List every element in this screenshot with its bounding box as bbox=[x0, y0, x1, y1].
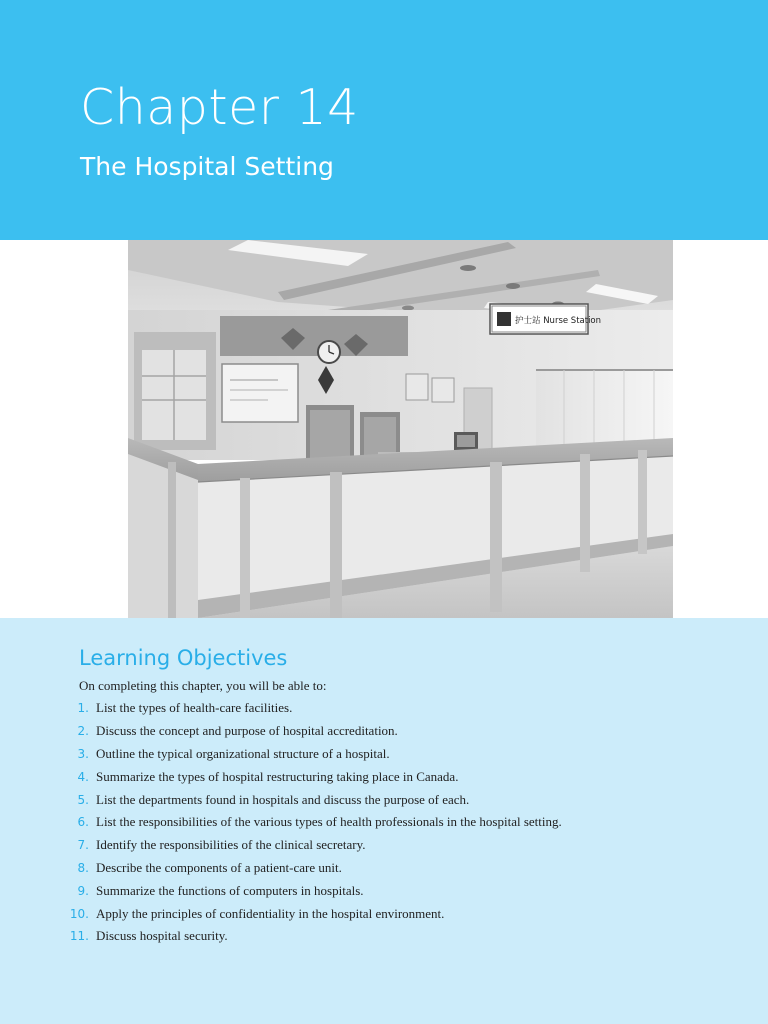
objective-number: 4. bbox=[77, 769, 89, 784]
objective-number: 9. bbox=[77, 883, 89, 898]
objective-number: 1. bbox=[77, 701, 89, 716]
objective-item bbox=[60, 879, 562, 902]
objective-text: Discuss the concept and purpose of hospital accreditation. bbox=[96, 723, 398, 739]
objective-item bbox=[60, 902, 562, 925]
objective-number: 7. bbox=[77, 838, 89, 853]
station-sign-text: 护士站 Nurse Station bbox=[515, 316, 602, 326]
objective-item bbox=[60, 765, 562, 788]
objective-number: 2. bbox=[77, 724, 89, 739]
objective-text: Identify the responsibilities of the clinical secretary. bbox=[96, 837, 366, 853]
objectives-list bbox=[60, 697, 562, 948]
objective-number: 6. bbox=[77, 815, 89, 830]
objective-item bbox=[60, 720, 562, 743]
objective-number: 8. bbox=[77, 860, 89, 875]
objective-item bbox=[60, 925, 562, 948]
objective-text: Apply the principles of confidentiality in the hospital environment. bbox=[96, 905, 445, 921]
objective-text: Outline the typical organizational structure of a hospital. bbox=[96, 745, 390, 761]
objectives-intro: On completing this chapter, you will be able to: bbox=[79, 678, 327, 693]
objective-item bbox=[60, 697, 562, 720]
objective-item bbox=[60, 743, 562, 766]
objective-number: 3. bbox=[77, 746, 89, 761]
objective-item bbox=[60, 811, 562, 834]
objective-item bbox=[60, 788, 562, 811]
objective-text: List the types of health-care facilities. bbox=[96, 700, 293, 716]
objective-text: Discuss hospital security. bbox=[96, 928, 228, 944]
chapter-header bbox=[0, 0, 768, 240]
chapter-subtitle: The Hospital Setting bbox=[80, 152, 334, 181]
objectives-heading: Learning Objectives bbox=[79, 646, 288, 670]
chapter-title: Chapter 14 bbox=[80, 79, 359, 136]
objective-number: 5. bbox=[77, 792, 89, 807]
nurse-station-photo bbox=[128, 240, 673, 618]
objective-item bbox=[60, 834, 562, 857]
objective-number: 10. bbox=[69, 906, 89, 921]
objective-text: Describe the components of a patient-care unit. bbox=[96, 859, 342, 875]
objective-item bbox=[60, 857, 562, 880]
objective-number: 11. bbox=[69, 929, 89, 944]
objective-text: List the departments found in hospitals and discuss the purpose of each. bbox=[96, 791, 470, 807]
objective-text: Summarize the functions of computers in hospitals. bbox=[96, 882, 364, 898]
objective-text: List the responsibilities of the various types of health professionals in the hospital setting. bbox=[96, 814, 562, 830]
objective-text: Summarize the types of hospital restructuring taking place in Canada. bbox=[96, 768, 459, 784]
